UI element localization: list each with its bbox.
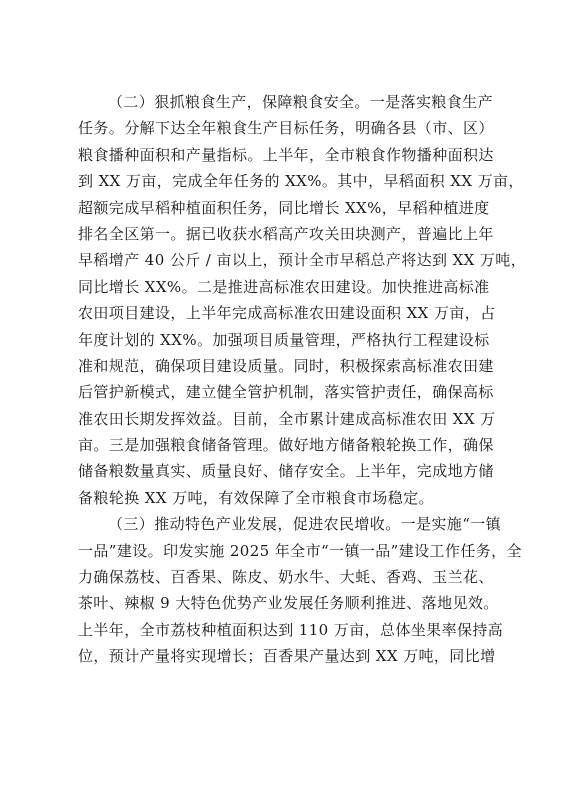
paragraph-line: 早稻增产 40 公斤 / 亩以上，预计全市早稻总产将达到 XX 万吨， — [78, 251, 527, 270]
paragraph-line: 后管护新模式，建立健全管护机制，落实管护责任，确保高标 — [78, 383, 494, 402]
paragraph-line: （三）推动特色产业发展，促进农民增收。一是实施“一镇 — [108, 515, 502, 534]
paragraph-line: 一品”建设。印发实施 2025 年全市“一镇一品”建设工作任务，全 — [78, 541, 522, 560]
paragraph-line: 年度计划的 XX%。加强项目质量管理，严格执行工程建设标 — [78, 330, 490, 349]
paragraph-line: 同比增长 XX%。二是推进高标准农田建设。加快推进高标准 — [78, 277, 490, 296]
paragraph-line: 排名全区第一。据已收获水稻高产攻关田块测产，普遍比上年 — [78, 224, 494, 243]
paragraph-line: 到 XX 万亩，完成全年任务的 XX%。其中，早稻面积 XX 万亩， — [78, 172, 524, 191]
paragraph-line: 任务。分解下达全年粮食生产目标任务，明确各县（市、区） — [78, 119, 494, 138]
paragraph-line: （二）狠抓粮食生产，保障粮食安全。一是落实粮食生产 — [108, 93, 494, 111]
body-text — [78, 89, 527, 670]
paragraph-line: 准农田长期发挥效益。目前，全市累计建成高标准农田 XX 万 — [78, 409, 496, 428]
paragraph-line: 农田项目建设，上半年完成高标准农田建设面积 XX 万亩，占 — [78, 304, 496, 323]
paragraph-line: 准和规范，确保项目建设质量。同时，积极探索高标准农田建 — [78, 356, 494, 375]
paragraph-line: 备粮轮换 XX 万吨，有效保障了全市粮食市场稳定。 — [78, 488, 434, 507]
paragraph-line: 茶叶、辣椒 9 大特色优势产业发展任务顺利推进、落地见效。 — [78, 594, 499, 613]
paragraph-line: 上半年，全市荔枝种植面积达到 110 万亩，总体坐果率保持高 — [78, 620, 504, 639]
paragraph-line: 位，预计产量将实现增长；百香果产量达到 XX 万吨，同比增 — [78, 647, 496, 666]
paragraph-line: 力确保荔枝、百香果、陈皮、奶水牛、大蚝、香鸡、玉兰花、 — [78, 568, 494, 587]
paragraph-line: 亩。三是加强粮食储备管理。做好地方储备粮轮换工作，确保 — [78, 436, 494, 455]
paragraph-line: 储备粮数量真实、质量良好、储存安全。上半年，完成地方储 — [78, 462, 494, 481]
paragraph-line: 超额完成早稻种植面积任务，同比增长 XX%，早稻种植进度 — [78, 198, 490, 217]
paragraph-line: 粮食播种面积和产量指标。上半年，全市粮食作物播种面积达 — [78, 145, 494, 164]
